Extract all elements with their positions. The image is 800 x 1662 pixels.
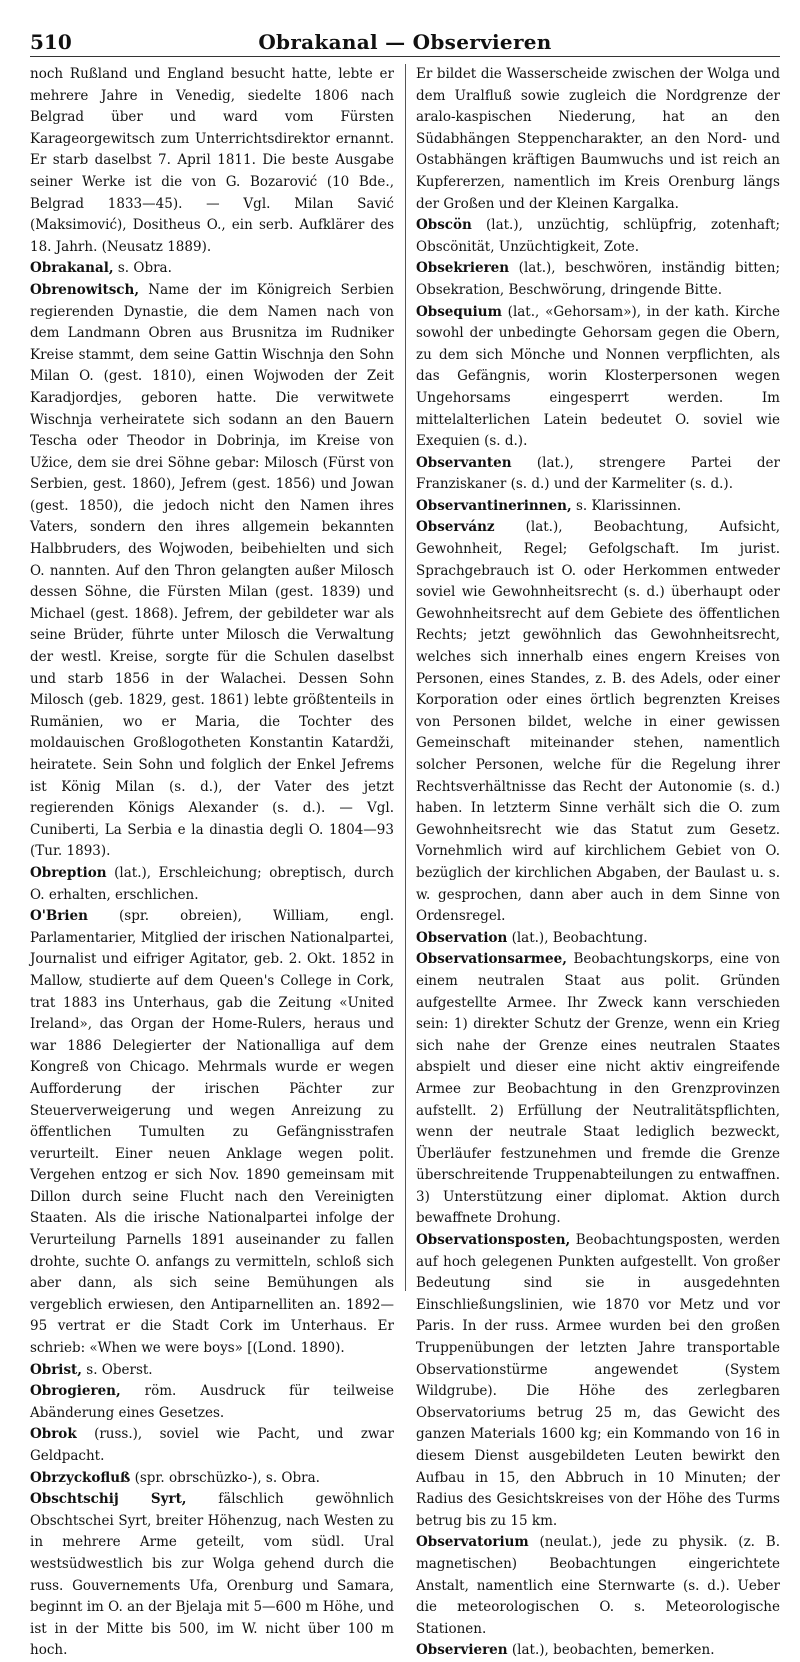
entry-text: (lat.), Beobachtung. bbox=[511, 929, 648, 946]
dictionary-entry bbox=[30, 863, 394, 906]
entry-text: fälschlich gewöhnlich Obschtschei Syrt, breiter Höhenzug, nach Westen zu in mehrere Arme geteilt, vom südl. Ural westsüdwestlich bis zur Wolga gehend durch die russ. Gouvernements Ufa, Orenburg und Samara, beginnt im O. an der Bjelaja mit 5—600 m Höhe, und ist in der Mitte bis 500, im W. nicht über 100 m hoch. bbox=[30, 1491, 394, 1659]
dictionary-entry bbox=[30, 1424, 394, 1467]
entry-text: Er bildet die Wasserscheide zwischen der Wolga und dem Uralfluß sowie zugleich die Nordgrenze der aralo-kaspischen Niederung, hat an den Südabhängen Steppencharakter, an den Nord- und Ostabhängen kräftigen Baumwuchs und ist reich an Kupfererzen, namentlich im Kreis Orenburg längs der Großen und der Kleinen Kargalka. bbox=[416, 66, 780, 212]
entry-text: (russ.), soviel wie Pacht, und zwar Geldpacht. bbox=[30, 1426, 394, 1464]
dictionary-entry bbox=[416, 949, 780, 1230]
entry-headword: Obrakanal, bbox=[30, 260, 114, 277]
entry-text: noch Rußland und England besucht hatte, lebte er mehrere Jahre in Venedig, siedelte 1806 nach Belgrad über und ward vom Fürsten Karageorgewitsch zum Unterrichtsdirektor ernannt. Er starb daselbst 7. April 1811. Die beste Ausgabe seiner Werke ist die von G. Bozarović (10 Bde., Belgrad 1833—45). — Vgl. Milan Savić (Maksimović), Dositheus O., ein serb. Aufklärer des 18. Jahrh. (Neusatz 1889). bbox=[30, 66, 394, 255]
entry-text: s. Klarissinnen. bbox=[575, 497, 682, 514]
entry-text: (lat., «Gehorsam»), in der kath. Kirche sowohl der unbedingte Gehorsam gegen die Obern, zu dem sich Mönche und Nonnen verpflichten, als das Gefängnis, worin Klosterpersonen wegen Ungehorsams eingesperrt werden. Im mittelalterlichen Latein bedeutet O. soviel wie Exequien (s. d.). bbox=[416, 303, 780, 450]
entry-headword: Obreption bbox=[30, 864, 107, 881]
dictionary-entry bbox=[30, 906, 394, 1359]
dictionary-entry bbox=[30, 64, 394, 258]
entry-text: (lat.), unzüchtig, schlüpfrig, zotenhaft; Obscönität, Unzüchtigkeit, Zote. bbox=[416, 217, 781, 255]
column-divider bbox=[405, 64, 406, 1291]
entry-headword: Obsekrieren bbox=[416, 260, 510, 277]
dictionary-entry bbox=[30, 1489, 394, 1662]
entry-headword: O'Brien bbox=[30, 908, 88, 925]
entry-text: (spr. obreien), William, engl. Parlamentarier, Mitglied der irischen Nationalpartei, Journalist und eifriger Agitator, geb. 2. Okt. 1852 in Mallow, studierte auf dem Queen's College in Cork, trat 1883 ins Unterhaus, gab die Zeitung «United Ireland», das Organ der Home-Rulers, heraus und war 1886 Delegierter der Nationalliga auf dem Kongreß von Chicago. Mehrmals wurde er wegen Aufforderung der irischen Pächter zur Steuerverweigerung und wegen Anreizung zu öffentlichen Tumulten zu Gefängnisstrafen verurteilt. Einer neuen Anklage wegen polit. Vergehen entzog er sich Nov. 1890 gemeinsam mit Dillon durch seine Flucht nach den Vereinigten Staaten. Als die irische Nationalpartei infolge der Verurteilung Parnells 1891 auseinander zu fallen drohte, suchte O. anfangs zu vermitteln, schloß sich aber dann, als sich seine Bemühungen als vergeblich erwiesen, den Antiparnelliten an. 1892—95 vertrat er die Stadt Cork im Unterhaus. Er schrieb: «When we were boys» [(Lond. 1890). bbox=[30, 908, 394, 1357]
dictionary-page bbox=[30, 16, 781, 1659]
dictionary-entry bbox=[416, 1640, 780, 1662]
entry-headword: Observantinerinnen, bbox=[416, 497, 572, 514]
dictionary-entry bbox=[416, 517, 780, 927]
dictionary-entry bbox=[30, 258, 394, 280]
entry-text: s. Obra. bbox=[117, 260, 172, 277]
left-column bbox=[30, 64, 394, 1659]
entry-headword: Obscön bbox=[416, 217, 472, 234]
entry-headword: Observanten bbox=[416, 454, 512, 471]
entry-text: (lat.), Erschleichung; obreptisch, durch O. erhalten, erschlichen. bbox=[30, 864, 394, 903]
entry-headword: Obsequium bbox=[416, 303, 502, 320]
entry-text: Name der im Königreich Serbien regierenden Dynastie, die dem Namen nach von dem Landmann Obren aus Brusnitza im Rudniker Kreise stammt, dem seine Gattin Wischnja den Sohn Milan O. (gest. 1810), einen Wojwoden der Zeit Karadjordjes, geboren hatte. Die verwitwete Wischnja verheiratete sich sodann an den Bauern Tescha oder Theodor in Dobrinja, im Kreise von Užice, dem sie drei Söhne gebar: Milosch (Fürst von Serbien, gest. 1860), Jefrem (gest. 1856) und Jowan (gest. 1850), die jedoch nicht den Namen ihres Vaters, sondern den ihres allgemein bekannten Halbbruders, des Wojwoden, beibehielten und sich O. nannten. Auf den Thron gelangten außer Milosch dessen Söhne, die Fürsten Milan (gest. 1839) und Michael (gest. 1868). Jefrem, der gebildeter war als seine Brüder, führte unter Milosch die Verwaltung der westl. Kreise, sorgte für die Schulen daselbst und starb 1856 in der Walachei. Dessen Sohn Milosch (geb. 1829, gest. 1861) lebte größtenteils in Rumänien, wo er Maria, die Tochter des moldauischen Großlogotheten Konstantin Katardži, heiratete. Sein Sohn und folglich der Enkel Jefrems ist König Milan (s. d.), der Vater des jetzt regierenden Königs Alexander (s. d.). — Vgl. Cuniberti, La Serbia e la dinastia degli O. 1804—93 (Tur. 1893). bbox=[30, 281, 394, 860]
entry-headword: Obschtschij Syrt, bbox=[30, 1491, 187, 1508]
entry-text: Beobachtungsposten, werden auf hoch gelegenen Punkten aufgestellt. Von großer Bedeutung sind sie in ausgedehnten Einschließungslinien, wie 1870 vor Metz und vor Paris. In der russ. Armee wurden bei den großen Truppenübungen der letzten Jahre transportable Observationstürme angewendet (System Wildgrube). Die Höhe des zerlegbaren Observatoriums betrug 25 m, das Gewicht des ganzen Materials 1600 kg; ein Kommando von 16 in diesem Dienst ausgebildeten Leuten bewirkt den Aufbau in 15, den Abbruch in 10 Minuten; der Radius des Gesichtskreises von der Höhe des Turms betrug bis zu 15 km. bbox=[416, 1232, 780, 1529]
dictionary-entry bbox=[416, 215, 780, 258]
dictionary-entry bbox=[30, 1360, 394, 1382]
dictionary-entry bbox=[416, 928, 780, 950]
entry-headword: Observationsarmee, bbox=[416, 951, 567, 968]
entry-text: Beobachtungskorps, eine von einem neutralen Staat aus polit. Gründen aufgestellte Armee. Ihr Zweck kann verschieden sein: 1) direkter Schutz der Grenze, wenn ein Krieg sich nahe der Grenze eines neutralen Staates abspielt und dieser eine nicht aktiv eingreifende Armee zur Beobachtung in den Grenzprovinzen aufstellt. 2) Erfüllung der Neutralitätspflichten, wenn der neutrale Staat lediglich bezweckt, Überläufer festzunehmen und fremde die Grenze überschreitende Truppenabteilungen zu entwaffnen. 3) Unterstützung einer diplomat. Aktion durch bewaffnete Drohung. bbox=[416, 951, 781, 1227]
entry-text: (lat.), strengere Partei der Franziskaner (s. d.) und der Karmeliter (s. d.). bbox=[416, 454, 780, 493]
entry-headword: Obrok bbox=[30, 1426, 77, 1443]
entry-headword: Obrenowitsch, bbox=[30, 281, 140, 298]
dictionary-entry bbox=[416, 64, 780, 215]
dictionary-entry bbox=[416, 302, 780, 453]
running-head: Obrakanal — Observieren bbox=[258, 30, 552, 54]
entry-headword: Obrist, bbox=[30, 1361, 82, 1378]
entry-text: (lat.), Beobachtung, Aufsicht, Gewohnheit, Regel; Gefolgschaft. Im jurist. Sprachgebrauch ist O. oder Herkommen entweder soviel wie Gewohnheitsrecht (s. d.) überhaupt oder Gewohnheitsrecht auf dem Gebiete des öffentlichen Rechts; jetzt gewöhnlich das Gewohnheitsrecht, welches sich innerhalb eines engern Kreises von Personen, eines Standes, z. B. des Adels, oder einer Korporation oder eines örtlich begrenzten Kreises von Personen bildet, welche in einer gewissen Gemeinschaft miteinander stehen, namentlich solcher Personen, welche für die Regelung ihrer Rechtsverhältnisse das Recht der Autonomie (s. d.) haben. In letzterm Sinne verhält sich die O. zum Gewohnheitsrecht wie das Statut zum Gesetz. Vornehmlich wird auf kirchlichem Gebiet von O. bezüglich der kirchlichen Abgaben, der Baulast u. s. w. gesprochen, dann aber auch in dem Sinne von Ordensregel. bbox=[416, 519, 780, 925]
page-number: 510 bbox=[30, 30, 72, 54]
entry-text: (spr. obrschüzko-), s. Obra. bbox=[134, 1469, 320, 1486]
dictionary-entry bbox=[30, 1381, 394, 1424]
dictionary-entry bbox=[30, 280, 394, 863]
page-header bbox=[30, 16, 780, 57]
dictionary-entry bbox=[416, 1532, 780, 1640]
entry-headword: Observation bbox=[416, 929, 508, 946]
entry-text: (lat.), beschwören, inständig bitten; Obsekration, Beschwörung, dringende Bitte. bbox=[416, 260, 780, 298]
dictionary-entry bbox=[416, 258, 780, 301]
entry-headword: Observatorium bbox=[416, 1534, 529, 1551]
entry-headword: Obrogieren, bbox=[30, 1383, 121, 1400]
entry-headword: Observieren bbox=[416, 1642, 508, 1659]
two-column-body bbox=[30, 64, 781, 1659]
dictionary-entry bbox=[30, 1468, 394, 1490]
entry-text: (lat.), beobachten, bemerken. bbox=[511, 1642, 715, 1659]
dictionary-entry bbox=[416, 1230, 780, 1532]
dictionary-entry bbox=[416, 453, 780, 496]
right-column bbox=[416, 64, 781, 1659]
entry-headword: Obrzyckofluß bbox=[30, 1469, 131, 1486]
entry-text: s. Oberst. bbox=[86, 1361, 153, 1378]
entry-headword: Observánz bbox=[416, 519, 495, 536]
dictionary-entry bbox=[416, 496, 780, 518]
entry-headword: Observationsposten, bbox=[416, 1232, 571, 1249]
entry-text: (neulat.), jede zu physik. (z. B. magnetischen) Beobachtungen eingerichtete Anstalt, namentlich eine Sternwarte (s. d.). Ueber die meteorologischen O. s. Meteorologische Stationen. bbox=[416, 1534, 780, 1637]
entry-text: röm. Ausdruck für teilweise Abänderung eines Gesetzes. bbox=[30, 1383, 394, 1421]
